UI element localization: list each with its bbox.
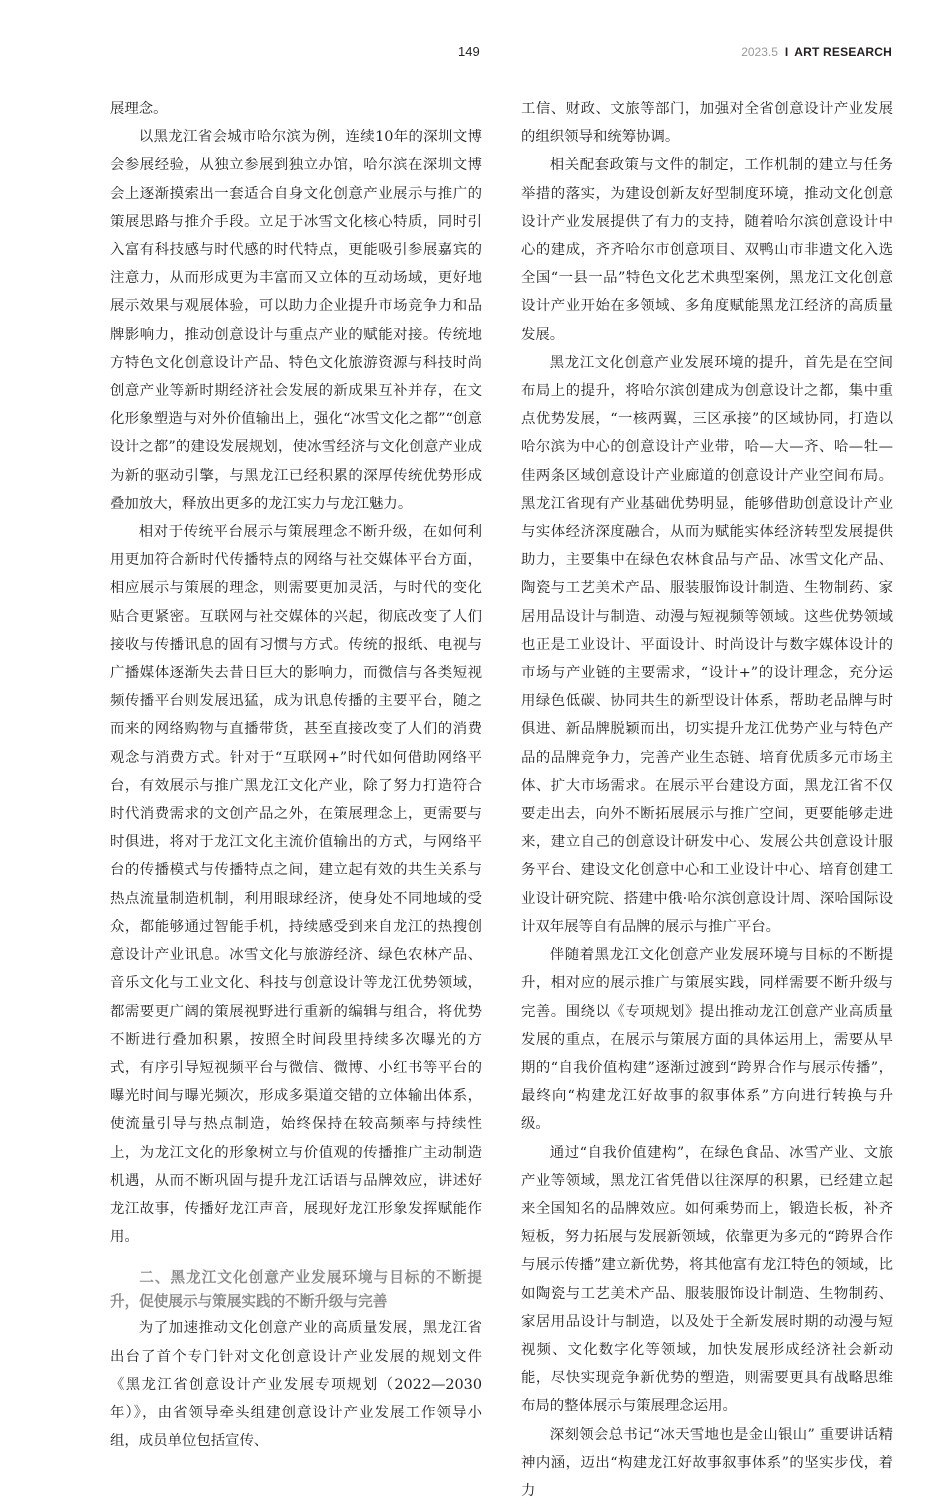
page-header: [0, 44, 950, 64]
right-column: [521, 95, 893, 1505]
paragraph: 深刻领会总书记“冰天雪地也是金山银山” 重要讲话精神内涵，迈出“构建龙江好故事叙事体系”的坚实步伐，着力: [521, 1426, 893, 1499]
paragraph: 以黑龙江省会城市哈尔滨为例，连续10年的深圳文博会参展经验，从独立参展到独立办馆，哈尔滨在深圳文博会上逐渐摸索出一套适合自身文化创意产业展示与推广的策展思路与推介手段。立足于冰雪文化核心特质，同时引入富有科技感与时代感的时代特点，更能吸引参展嘉宾的注意力，从而形成更为丰富而又立体的互动场域，更好地展示效果与观展体验，可以助力企业提升市场竞争力和品牌影响力，推动创意设计与重点产业的赋能对接。传统地方特色文化创意设计产品、特色文化旅游资源与科技时尚创意产业等新时期经济社会发展的新成果互补并存，在文化形象塑造与对外价值输出上，强化“冰雪文化之都”“创意设计之都”的建设发展规划，使冰雪经济与文化创意产业成为新的驱动引擎，与黑龙江已经积累的深厚传统优势形成叠加放大，释放出更多的龙江实力与龙江魅力。: [110, 129, 482, 512]
left-column: [110, 95, 482, 1455]
paragraph: 伴随着黑龙江文化创意产业发展环境与目标的不断提升，相对应的展示推广与策展实践，同样需要不断升级与完善。围绕以《专项规划》提出推动龙江创意产业高质量发展的重点，在展示与策展方面的具体运用上，需要从早期的“自我价值构建”逐渐过渡到“跨界合作与展示传播”，最终向“构建龙江好故事的叙事体系”方向进行转换与升级。: [521, 947, 893, 1133]
issue-number: 2023.5: [741, 45, 778, 59]
header-separator: I: [784, 45, 789, 59]
paragraph: 相对于传统平台展示与策展理念不断升级，在如何利用更加符合新时代传播特点的网络与社交媒体平台方面，相应展示与策展的理念，则需要更加灵活，与时代的变化贴合更紧密。互联网与社交媒体的兴起，彻底改变了人们接收与传播讯息的固有习惯与方式。传统的报纸、电视与广播媒体逐渐失去昔日巨大的影响力，而微信与各类短视频传播平台则发展迅猛，成为讯息传播的主要平台，随之而来的网络购物与直播带货，甚至直接改变了人们的消费观念与消费方式。针对于“互联网+”时代如何借助网络平台，有效展示与推广黑龙江文化产业，除了努力打造符合时代消费需求的文创产品之外，在策展理念上，更需要与时俱进，将对于龙江文化主流价值输出的方式，与网络平台的传播模式与传播特点之间，建立起有效的共生关系与热点流量制造机制，利用眼球经济，使身处不同地域的受众，都能够通过智能手机，持续感受到来自龙江的热搜创意设计产业讯息。冰雪文化与旅游经济、绿色农林产品、音乐文化与工业文化、科技与创意设计等龙江优势领域，都需要更广阔的策展视野进行重新的编辑与组合，将优势不断进行叠加积累，按照全时间段里持续多次曝光的方式，有序引导短视频平台与微信、微博、小红书等平台的曝光时间与曝光频次，形成多渠道交错的立体输出体系，使流量引导与热点制造，始终保持在较高频率与持续性上，为龙江文化的形象树立与价值观的传播推广主动制造机遇，从而不断巩固与提升龙江话语与品牌效应，讲述好龙江故事，传播好龙江声音，展现好龙江形象发挥赋能作用。: [110, 524, 482, 1246]
paragraph: 相关配套政策与文件的制定，工作机制的建立与任务举措的落实，为建设创新友好型制度环境，推动文化创意设计产业发展提供了有力的支持，随着哈尔滨创意设计中心的建成，齐齐哈尔市创意项目、双鸭山市非遗文化入选全国“一县一品”特色文化艺术典型案例，黑龙江文化创意设计产业开始在多领域、多角度赋能黑龙江经济的高质量发展。: [521, 157, 893, 343]
page-number: 149: [458, 44, 480, 59]
section-heading: 二、黑龙江文化创意产业发展环境与目标的不断提升，促使展示与策展实践的不断升级与完善: [110, 1269, 482, 1311]
paragraph: 黑龙江文化创意产业发展环境的提升，首先是在空间布局上的提升，将哈尔滨创建成为创意设计之都，集中重点优势发展，“一核两翼，三区承接”的区域协同，打造以哈尔滨为中心的创意设计产业带，哈—大—齐、哈—牡—佳两条区域创意设计产业廊道的创意设计产业空间布局。黑龙江省现有产业基础优势明显，能够借助创意设计产业与实体经济深度融合，从而为赋能实体经济转型发展提供助力，主要集中在绿色农林食品与产品、冰雪文化产品、陶瓷与工艺美术产品、服装服饰设计制造、生物制药、家居用品设计与制造、动漫与短视频等领域。这些优势领域也正是工业设计、平面设计、时尚设计与数字媒体设计的市场与产业链的主要需求，“设计+”的设计理念，充分运用绿色低碳、协同共生的新型设计体系，帮助老品牌与时俱进、新品牌脱颖而出，切实提升龙江优势产业与特色产品的品牌竞争力，完善产业生态链、培育优质多元市场主体、扩大市场需求。在展示平台建设方面，黑龙江省不仅要走出去，向外不断拓展展示与推广空间，更要能够走进来，建立自己的创意设计研发中心、发展公共创意设计服务平台、建设文化创意中心和工业设计中心、培育创建工业设计研究院、搭建中俄·哈尔滨创意设计周、深哈国际设计双年展等自有品牌的展示与推广平台。: [521, 354, 893, 935]
journal-name: ART RESEARCH: [794, 45, 892, 59]
paragraph: 通过“自我价值建构”，在绿色食品、冰雪产业、文旅产业等领域，黑龙江省凭借以往深厚的积累，已经建立起来全国知名的品牌效应。如何乘势而上，锻造长板，补齐短板，努力拓展与发展新领域，依靠更为多元的“跨界合作与展示传播”建立新优势，将其他富有龙江特色的领域，比如陶瓷与工艺美术产品、服装服饰设计制造、生物制药、家居用品设计与制造，以及处于全新发展时期的动漫与短视频、文化数字化等领域，加快发展形成经济社会新动能，尽快实现竞争新优势的塑造，则需要更具有战略思维布局的整体展示与策展理念运用。: [521, 1144, 893, 1415]
paragraph-continued: 工信、财政、文旅等部门，加强对全省创意设计产业发展的组织领导和统筹协调。: [521, 101, 893, 146]
journal-running-head: [741, 45, 892, 59]
paragraph: 为了加速推动文化创意产业的高质量发展，黑龙江省出台了首个专门针对文化创意设计产业发展的规划文件《黑龙江省创意设计产业发展专项规划（2022—2030年）》，由省领导牵头组建创意设计产业发展工作领导小组，成员单位包括宣传、: [110, 1320, 482, 1450]
paragraph-continued: 展理念。: [110, 101, 168, 117]
